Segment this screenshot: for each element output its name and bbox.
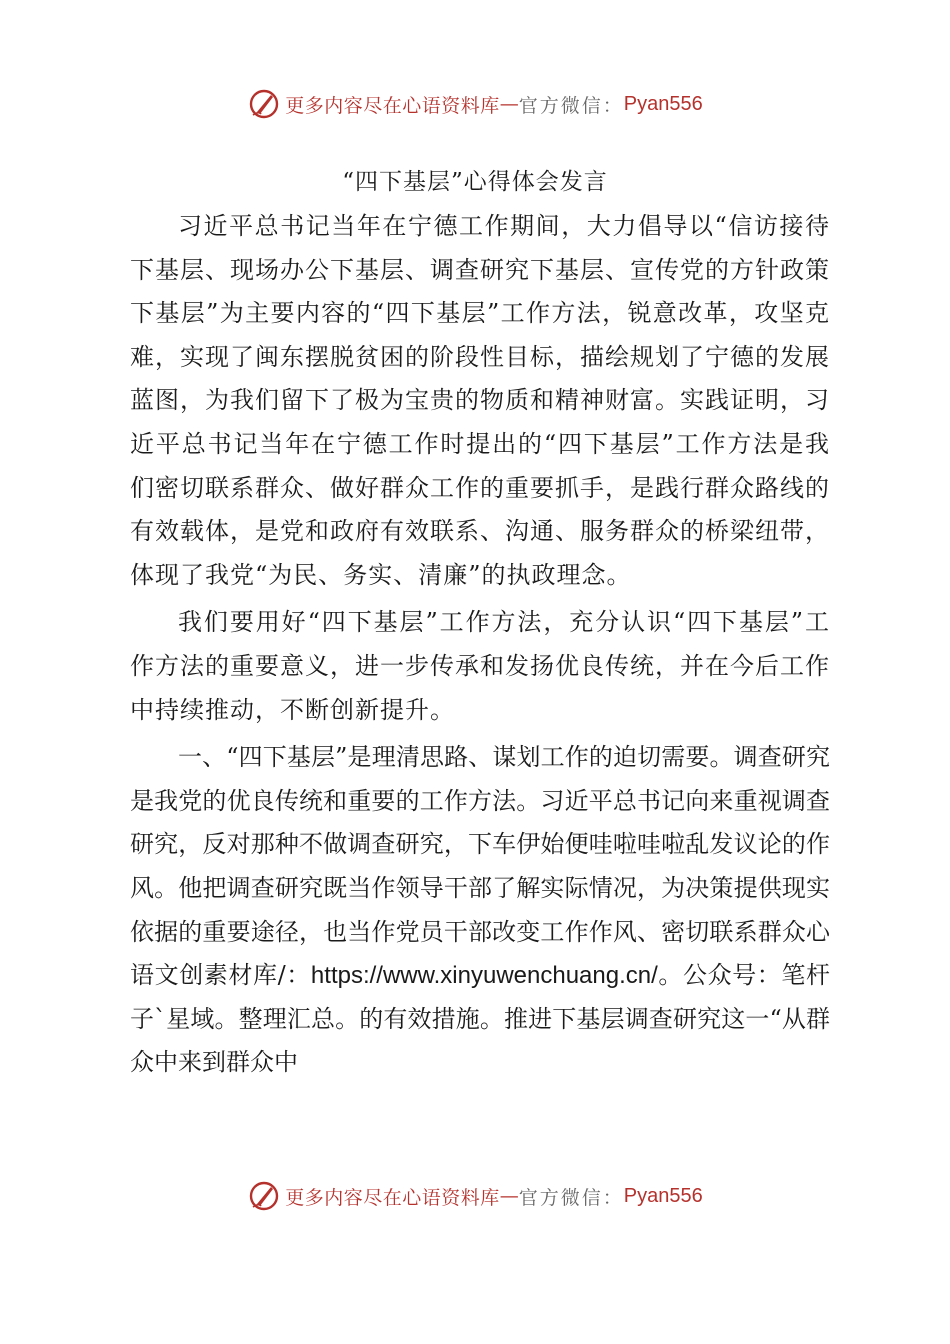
- banner-wechat-id: Pyan556: [623, 92, 703, 115]
- banner-brand-text: 更多内容尽在心语资料库: [285, 94, 500, 117]
- banner-brand-text: 更多内容尽在心语资料库: [285, 1186, 500, 1209]
- banner-wechat-label: 官方微信：: [518, 1186, 624, 1209]
- banner-separator: —: [499, 1185, 519, 1207]
- footer-watermark-banner: [0, 1176, 950, 1216]
- paragraph-3-text-b: 。公众号：笔杆子`星域。整理汇总。的有效措施。推进下基层调查研究这一“从群众中来到群众中: [130, 961, 831, 1077]
- paragraph-3: [130, 736, 830, 1085]
- document-title: “四下基层”心得体会发言: [342, 169, 608, 195]
- banner-wechat-id: Pyan556: [623, 1184, 703, 1207]
- banner-separator: —: [499, 93, 519, 115]
- paragraph-1: 习近平总书记当年在宁德工作期间，大力倡导以“信访接待下基层、现场办公下基层、调查研究下基层、宣传党的方针政策下基层”为主要内容的“四下基层”工作方法，锐意改革，攻坚克难，实现了闽东摆脱贫困的阶段性目标，描绘规划了宁德的发展蓝图，为我们留下了极为宝贵的物质和精神财富。实践证明，习近平总书记当年在宁德工作时提出的“四下基层”工作方法是我们密切联系群众、做好群众工作的重要抓手，是践行群众路线的有效载体，是党和政府有效联系、沟通、服务群众的桥梁纽带，体现了我党“为民、务实、清廉”的执政理念。: [130, 212, 830, 589]
- quill-logo-icon: [247, 1179, 281, 1213]
- banner-wechat-label: 官方微信：: [518, 94, 624, 117]
- quill-logo-icon: [247, 87, 281, 121]
- paragraph-3-text-a: 一、“四下基层”是理清思路、谋划工作的迫切需要。调查研究是我党的优良传统和重要的工作方法。习近平总书记向来重视调查研究，反对那种不做调查研究，下车伊始便哇啦哇啦乱发议论的作风。他把调查研究既当作领导干部了解实际情况，为决策提供现实依据的重要途径，也当作党员干部改变工作作风、密切联系群众心语文创素材库/：: [130, 743, 830, 990]
- document-body: [130, 205, 830, 1085]
- paragraph-2: 我们要用好“四下基层”工作方法，充分认识“四下基层”工作方法的重要意义，进一步传承和发扬优良传统，并在今后工作中持续推动，不断创新提升。: [130, 608, 830, 724]
- source-url: https://www.xinyuwenchuang.cn/: [310, 962, 658, 990]
- header-watermark-banner: [0, 84, 950, 124]
